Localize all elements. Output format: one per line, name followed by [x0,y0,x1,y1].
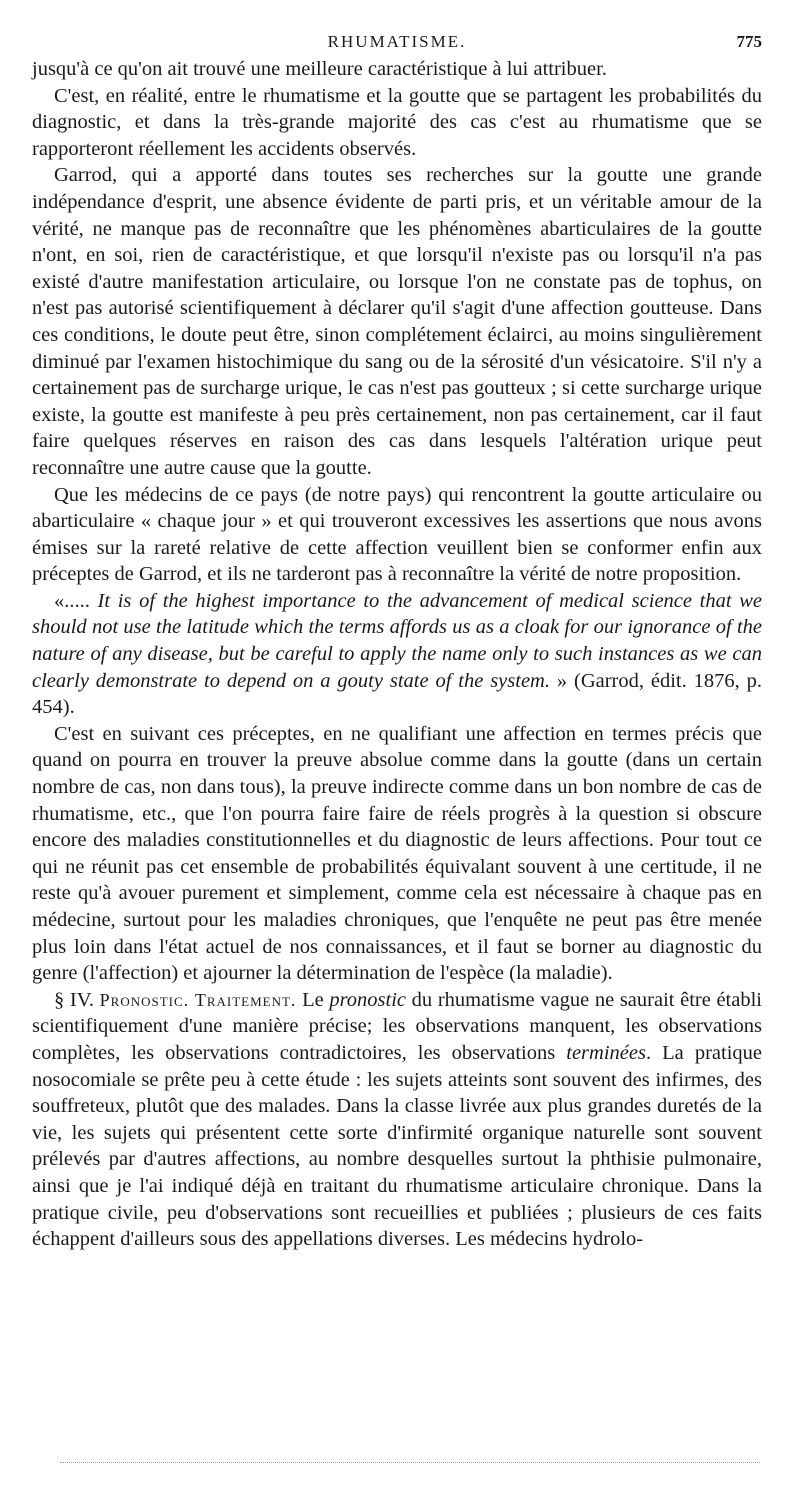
page [32,28,762,1253]
section-heading-traitement: Traitement. [194,989,297,1010]
running-header [32,28,762,56]
quote-open: «..... [54,589,98,612]
section-number: § IV. [54,988,100,1011]
running-title: RHUMATISME. [327,32,467,51]
paragraph-section-iv [32,987,762,1253]
quote-citation: » (Garrod, édit. 1876, p. 454). [32,669,762,719]
paragraph-garrod: Garrod, qui a apporté dans toutes ses recherches sur la goutte une grande indépendance d'esprit, une absence évidente de parti pris, et un véritable amour de la vérité, ne manque pas de reconnaître que les phénomènes abarticulaires de la goutte n'ont, en soi, rien de caractéristique, et que lorsqu'il n'existe pas ou lorsqu'il n'a pas existé d'autre manifestation articulaire, ou lorsque l'on ne constate pas de tophus, on n'est pas autorisé scientifiquement à déclarer qu'il s'agit d'une affection goutteuse. Dans ces conditions, le doute peut être, sinon complétement éclairci, au moins singulièrement diminué par l'examen histochimique du sang ou de la sérosité d'un vésicatoire. S'il n'y a certainement pas de surcharge urique, le cas n'est pas goutteux ; si cette surcharge urique existe, la goutte est manifeste à peu près certainement, non pas certainement, car il faut faire quelques réserves en raison des cas dans lesquels l'altération urique peut reconnaître une autre cause que la goutte. [32,164,762,479]
section-text-b: du rhumatisme vague ne saurait être établi scientifiquement d'une manière précise; les observations manquent, les observations complètes, les observations contradictoires, les observations [32,988,762,1064]
term-terminees: terminées [566,1041,646,1064]
paragraph-quotation [32,588,762,721]
paragraph-continuation: jusqu'à ce qu'on ait trouvé une meilleure caractéristique à lui attribuer. [32,58,607,80]
term-pronostic: pronostic [329,988,407,1011]
section-text-a: Le [296,988,330,1011]
english-quote: It is of the highest importance to the advancement of medical science that we should not use the latitude which the terms affords us as a cloak for our ignorance of the nature of any disease, but be careful to apply the name only to such instances as we can clearly demonstrate to depend on a gouty state of the system. [32,589,762,692]
body-text [32,56,762,1253]
page-number: 775 [736,32,762,51]
paragraph-preceptes: C'est en suivant ces préceptes, en ne qualifiant une affection en termes précis que quand on pourra en trouver la preuve absolue comme dans la goutte (dans un certain nombre de cas, non dans tous), la preuve indirecte comme dans un bon nombre de cas de rhumatisme, etc., que l'on pourra faire faire de réels progrès à la question si obscure encore des maladies constitutionnelles et du diagnostic de leurs affections. Pour tout ce qui ne réunit pas cet ensemble de probabilités équivalant souvent à une certitude, il ne reste qu'à avouer purement et simplement, comme cela est nécessaire à chaque pas en médecine, surtout pour les maladies chroniques, que l'enquête ne peut pas être menée plus loin dans l'état actuel de nos connaissances, et il faut se borner au diagnostic du genre (l'affection) et ajourner la détermination de l'espèce (la maladie). [32,722,762,985]
paragraph-diagnostic: C'est, en réalité, entre le rhumatisme et la goutte que se partagent les probabilités du diagnostic, et dans la très-grande majorité des cas c'est au rhumatisme que se rapporteront réellement les accidents observés. [32,84,762,160]
section-heading-pronostic: Pronostic. [99,989,190,1010]
section-text-c: . La pratique nosocomiale se prête peu à cette étude : les sujets atteints sont souvent des infirmes, des souffreteux, plutôt que des malades. Dans la classe livrée aux plus grandes duretés de la vie, les sujets qui présentent cette sorte d'infirmité organique naturelle sont souvent prélevés par d'autres affections, au nombre desquelles surtout la phthisie pulmonaire, ainsi que je l'ai indiqué déjà en traitant du rhumatisme articulaire chronique. Dans la pratique civile, peu d'observations sont recueillies et publiées ; plusieurs de ces faits échappent d'ailleurs sous des appellations diverses. Les médecins hydrolo- [32,1041,762,1251]
paragraph-medecins: Que les médecins de ce pays (de notre pays) qui rencontrent la goutte articulaire ou abarticulaire « chaque jour » et qui trouveront excessives les assertions que nous avons émises sur la rareté relative de cette affection veuillent bien se conformer enfin aux préceptes de Garrod, et ils ne tarderont pas à reconnaître la vérité de notre proposition. [32,483,762,586]
footer-rule [60,1462,760,1463]
